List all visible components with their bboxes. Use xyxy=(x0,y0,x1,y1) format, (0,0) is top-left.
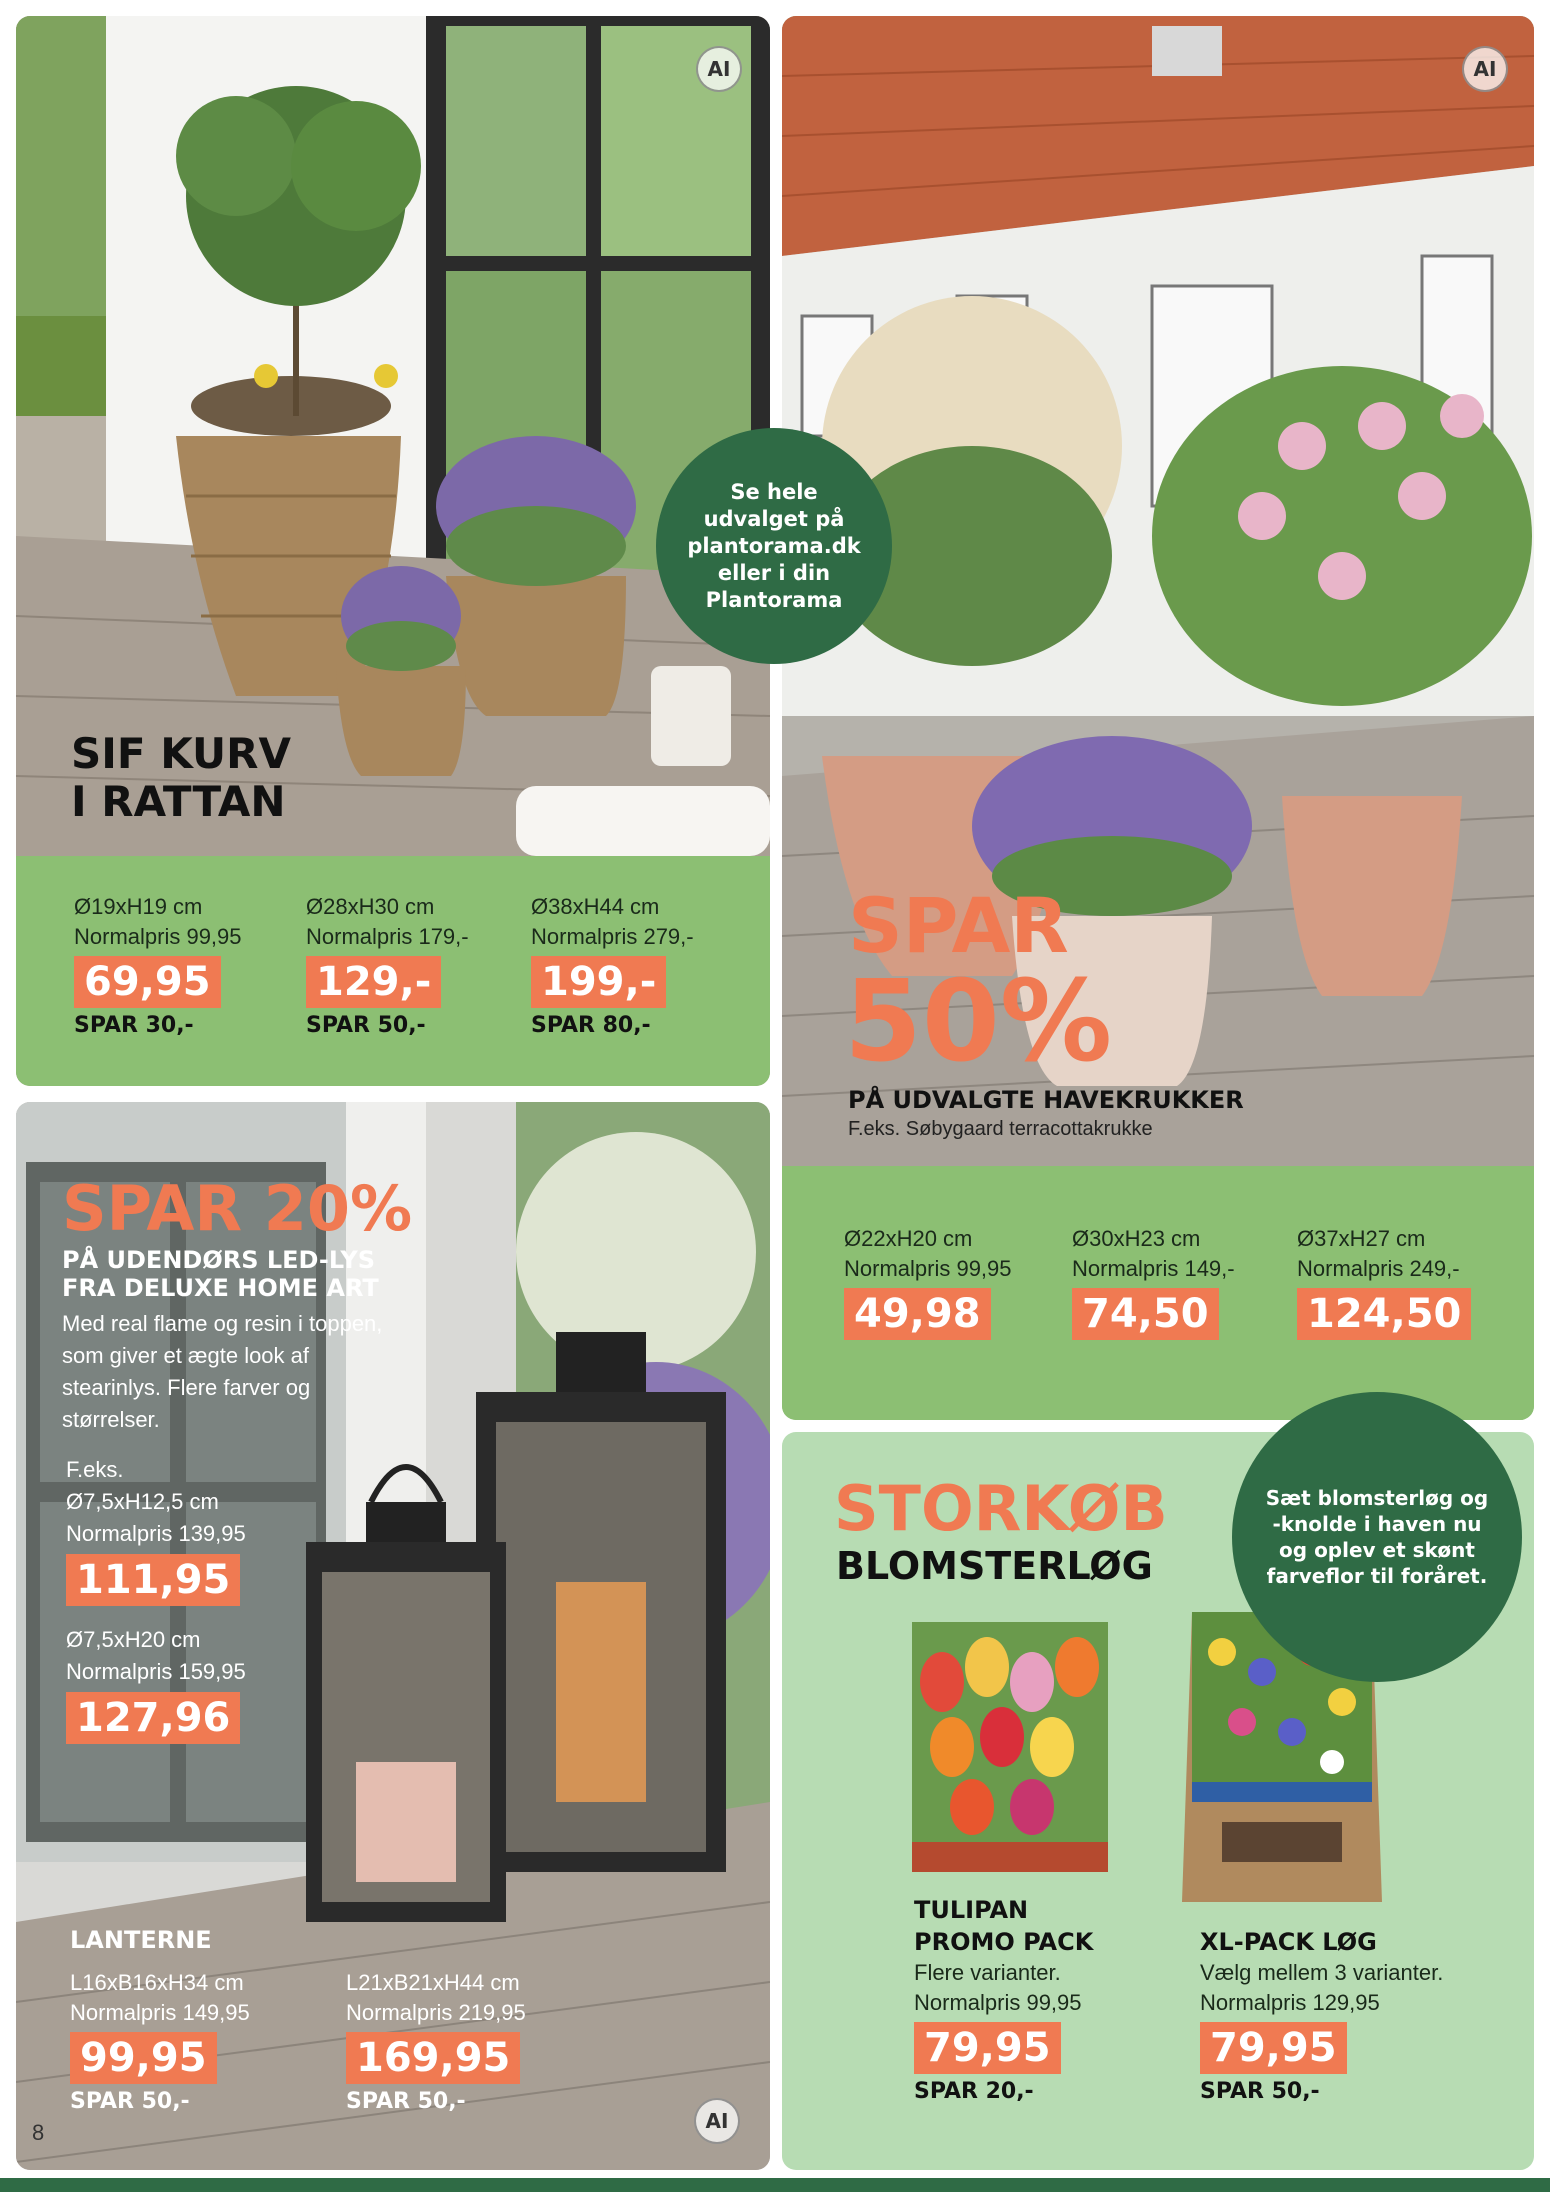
lantern-name: LANTERNE xyxy=(70,1926,212,1954)
lantern-led-normal-a: Normalpris 139,95 xyxy=(66,1521,246,1546)
rattan-price-tag-1: 69,95 xyxy=(74,956,221,1008)
xl-pack-desc: Vælg mellem 3 varianter. xyxy=(1200,1960,1444,1985)
lantern-desc xyxy=(62,1308,382,1436)
lantern-spar-1: SPAR 50,- xyxy=(70,2089,190,2114)
tulip-spar: SPAR 20,- xyxy=(914,2079,1034,2104)
havekrukker-spar: SPAR xyxy=(848,881,1069,970)
tulip-pack-image xyxy=(912,1622,1108,1872)
lantern-dim-1: L16xB16xH34 cm xyxy=(70,1970,244,1995)
havekrukker-price-1 xyxy=(844,1224,1012,1340)
lantern-desc-1: Med real flame og resin i toppen, xyxy=(62,1311,383,1336)
blomsterlog-title-1: STORKØB xyxy=(834,1472,1168,1545)
havekrukker-normal-3: Normalpris 249,- xyxy=(1297,1256,1460,1281)
lantern-led-dim-b: Ø7,5xH20 cm xyxy=(66,1627,201,1652)
havekrukker-price-tag-2: 74,50 xyxy=(1072,1288,1219,1340)
rattan-normal-3: Normalpris 279,- xyxy=(531,924,694,949)
lantern-spar-2: SPAR 50,- xyxy=(346,2089,466,2114)
xl-pack-price-tag: 79,95 xyxy=(1200,2022,1347,2074)
lantern-normal-2: Normalpris 219,95 xyxy=(346,2000,526,2025)
havekrukker-price-box xyxy=(782,1166,1534,1420)
rattan-title xyxy=(71,730,291,826)
lantern-led-price-b: 127,96 xyxy=(66,1692,240,1744)
tulip-price-tag: 79,95 xyxy=(914,2022,1061,2074)
lantern-led-normal-b: Normalpris 159,95 xyxy=(66,1659,246,1684)
ai-badge-3: AI xyxy=(694,2098,740,2144)
rattan-spar-2: SPAR 50,- xyxy=(306,1013,426,1038)
xl-pack-name: XL-PACK LØG xyxy=(1200,1928,1377,1956)
tulip-normal: Normalpris 99,95 xyxy=(914,1990,1082,2015)
havekrukker-price-3 xyxy=(1297,1224,1471,1340)
plantorama-info-circle[interactable] xyxy=(656,428,892,664)
info-line-5: Plantorama xyxy=(705,587,843,612)
bulbs-circle-line-4: farveflor til foråret. xyxy=(1266,1564,1488,1588)
lantern-normal-1: Normalpris 149,95 xyxy=(70,2000,250,2025)
havekrukker-dim-3: Ø37xH27 cm xyxy=(1297,1226,1426,1251)
rattan-spar-3: SPAR 80,- xyxy=(531,1013,651,1038)
havekrukker-price-tag-1: 49,98 xyxy=(844,1288,991,1340)
havekrukker-dim-2: Ø30xH23 cm xyxy=(1072,1226,1201,1251)
blomsterlog-info-circle xyxy=(1232,1392,1522,1682)
lantern-price-2 xyxy=(346,1968,526,2120)
rattan-spar-1: SPAR 30,- xyxy=(74,1013,194,1038)
xl-pack-normal: Normalpris 129,95 xyxy=(1200,1990,1380,2015)
lantern-headline-2: FRA DELUXE HOME ART xyxy=(62,1274,379,1302)
havekrukker-headline: PÅ UDVALGTE HAVEKRUKKER xyxy=(848,1086,1244,1114)
ai-badge-2: AI xyxy=(1462,46,1508,92)
tulip-name-2: PROMO PACK xyxy=(914,1928,1094,1956)
bulbs-circle-line-1: Sæt blomsterløg og xyxy=(1265,1486,1489,1510)
rattan-dim-2: Ø28xH30 cm xyxy=(306,894,435,919)
havekrukker-percent: 50% xyxy=(844,957,1113,1087)
tulip-name-1: TULIPAN xyxy=(914,1896,1029,1924)
lantern-desc-4: størrelser. xyxy=(62,1407,160,1432)
bulbs-circle-line-2: -knolde i haven nu xyxy=(1272,1512,1482,1536)
lantern-led-price-a: 111,95 xyxy=(66,1554,240,1606)
rattan-dim-1: Ø19xH19 cm xyxy=(74,894,203,919)
tulip-item xyxy=(914,1894,1093,2110)
lantern-dim-2: L21xB21xH44 cm xyxy=(346,1970,520,1995)
havekrukker-price-2 xyxy=(1072,1224,1235,1340)
info-line-4: eller i din xyxy=(717,560,831,585)
lantern-price-1 xyxy=(70,1968,250,2120)
blomsterlog-title-2: BLOMSTERLØG xyxy=(836,1544,1153,1588)
info-line-1: Se hele xyxy=(730,479,818,504)
lantern-led-dim-a: Ø7,5xH12,5 cm xyxy=(66,1489,219,1514)
lantern-spar: SPAR 20% xyxy=(62,1172,413,1245)
havekrukker-normal-2: Normalpris 149,- xyxy=(1072,1256,1235,1281)
lantern-price-tag-2: 169,95 xyxy=(346,2032,520,2084)
tulip-desc: Flere varianter. xyxy=(914,1960,1061,1985)
rattan-dim-3: Ø38xH44 cm xyxy=(531,894,660,919)
page-number: 8 xyxy=(32,2120,45,2145)
rattan-price-3 xyxy=(531,892,694,1044)
rattan-title-line2: I RATTAN xyxy=(71,777,286,826)
ai-badge-1: AI xyxy=(696,46,742,92)
bulbs-circle-line-3: og oplev et skønt xyxy=(1279,1538,1475,1562)
rattan-price-box xyxy=(16,856,770,1086)
rattan-price-2 xyxy=(306,892,469,1044)
rattan-price-1 xyxy=(74,892,242,1044)
rattan-normal-2: Normalpris 179,- xyxy=(306,924,469,949)
havekrukker-panel xyxy=(782,16,1534,1420)
havekrukker-normal-1: Normalpris 99,95 xyxy=(844,1256,1012,1281)
rattan-title-line1: SIF KURV xyxy=(71,729,291,778)
bottom-green-bar xyxy=(0,2178,1550,2192)
lantern-desc-2: som giver et ægte look af xyxy=(62,1343,310,1368)
rattan-price-tag-2: 129,- xyxy=(306,956,441,1008)
lantern-headline-1: PÅ UDENDØRS LED-LYS xyxy=(62,1246,376,1274)
havekrukker-dim-1: Ø22xH20 cm xyxy=(844,1226,973,1251)
lantern-feks: F.eks. xyxy=(66,1457,124,1482)
info-line-2: udvalget på xyxy=(703,506,845,531)
lantern-panel xyxy=(16,1102,770,2170)
rattan-normal-1: Normalpris 99,95 xyxy=(74,924,242,949)
rattan-price-tag-3: 199,- xyxy=(531,956,666,1008)
xl-pack-spar: SPAR 50,- xyxy=(1200,2079,1320,2104)
lantern-headline xyxy=(62,1246,379,1302)
havekrukker-price-tag-3: 124,50 xyxy=(1297,1288,1471,1340)
info-line-3: plantorama.dk xyxy=(687,533,861,558)
lantern-led-prices xyxy=(66,1454,246,1744)
havekrukker-sub: F.eks. Søbygaard terracottakrukke xyxy=(848,1118,1153,1140)
lantern-price-tag-1: 99,95 xyxy=(70,2032,217,2084)
lantern-desc-3: stearinlys. Flere farver og xyxy=(62,1375,311,1400)
xl-pack-item xyxy=(1200,1926,1443,2110)
